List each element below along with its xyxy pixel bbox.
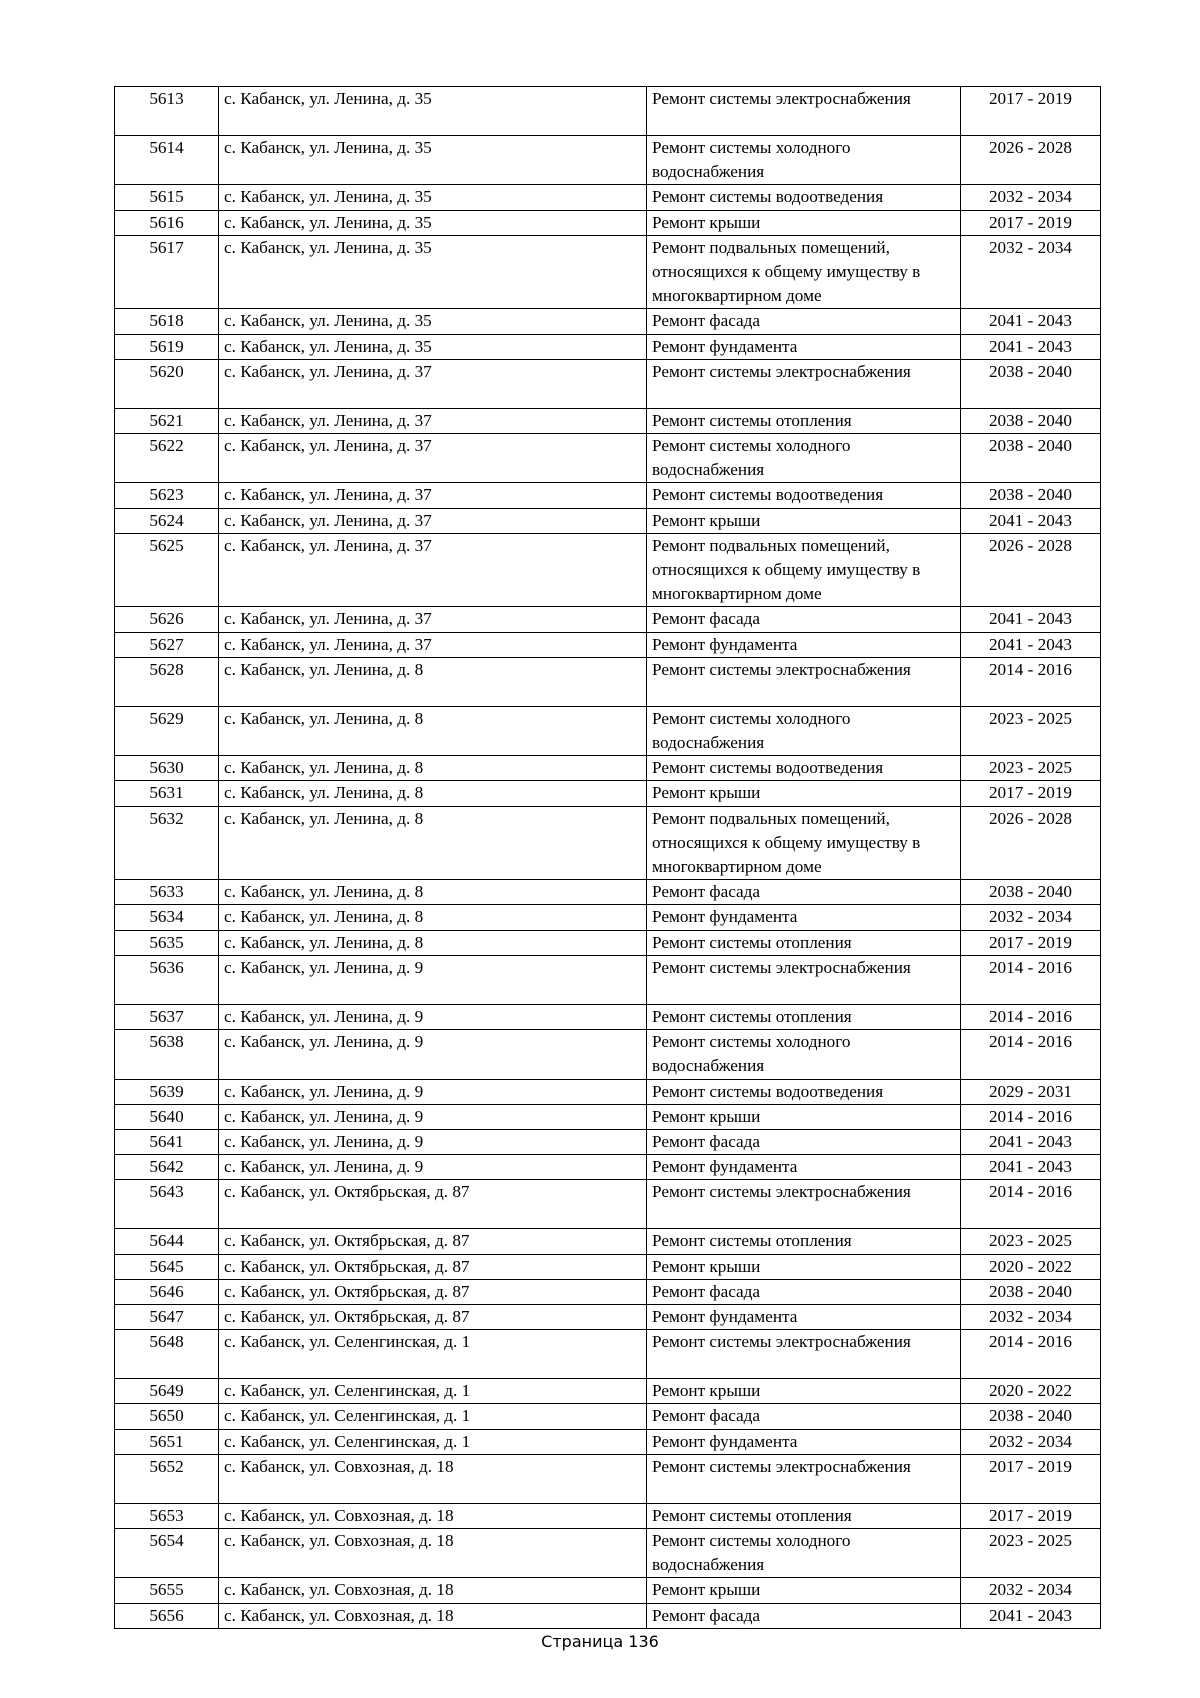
row-number-cell: 5647 [115,1304,219,1329]
work-type-cell: Ремонт крыши [647,1104,961,1129]
work-type-cell: Ремонт фасада [647,1129,961,1154]
years-cell: 2014 - 2016 [961,657,1101,706]
table-row [115,706,1101,755]
work-type-cell: Ремонт системы электроснабжения [647,955,961,1004]
table-row [115,1129,1101,1154]
table-row [115,955,1101,1004]
table-row [115,1528,1101,1577]
address-cell: с. Кабанск, ул. Ленина, д. 37 [219,434,647,483]
work-type-cell: Ремонт системы водоотведения [647,1079,961,1104]
years-cell: 2023 - 2025 [961,756,1101,781]
table-row [115,1254,1101,1279]
table-row [115,1229,1101,1254]
years-cell: 2032 - 2034 [961,1429,1101,1454]
row-number-cell: 5620 [115,359,219,408]
years-cell: 2041 - 2043 [961,334,1101,359]
years-cell: 2020 - 2022 [961,1254,1101,1279]
address-cell: с. Кабанск, ул. Совхозная, д. 18 [219,1578,647,1603]
row-number-cell: 5644 [115,1229,219,1254]
work-type-cell: Ремонт крыши [647,781,961,806]
work-type-cell: Ремонт крыши [647,1379,961,1404]
row-number-cell: 5638 [115,1030,219,1079]
address-cell: с. Кабанск, ул. Ленина, д. 8 [219,781,647,806]
row-number-cell: 5625 [115,533,219,607]
table-row [115,607,1101,632]
work-type-cell: Ремонт системы отопления [647,1503,961,1528]
work-type-cell: Ремонт подвальных помещений, относящихся к общему имуществу в многоквартирном доме [647,235,961,309]
years-cell: 2026 - 2028 [961,136,1101,185]
address-cell: с. Кабанск, ул. Совхозная, д. 18 [219,1603,647,1628]
row-number-cell: 5621 [115,408,219,433]
row-number-cell: 5628 [115,657,219,706]
table-row [115,87,1101,136]
address-cell: с. Кабанск, ул. Ленина, д. 37 [219,483,647,508]
table-row [115,1404,1101,1429]
address-cell: с. Кабанск, ул. Ленина, д. 37 [219,508,647,533]
table-row [115,756,1101,781]
table-row [115,483,1101,508]
years-cell: 2017 - 2019 [961,1503,1101,1528]
address-cell: с. Кабанск, ул. Ленина, д. 9 [219,1104,647,1129]
years-cell: 2032 - 2034 [961,185,1101,210]
years-cell: 2032 - 2034 [961,1304,1101,1329]
work-type-cell: Ремонт системы электроснабжения [647,657,961,706]
table-row [115,1279,1101,1304]
work-type-cell: Ремонт фундамента [647,334,961,359]
table-row [115,657,1101,706]
table-row [115,806,1101,880]
row-number-cell: 5629 [115,706,219,755]
work-type-cell: Ремонт фасада [647,880,961,905]
table-row [115,508,1101,533]
address-cell: с. Кабанск, ул. Ленина, д. 8 [219,806,647,880]
address-cell: с. Кабанск, ул. Ленина, д. 35 [219,87,647,136]
work-type-cell: Ремонт крыши [647,508,961,533]
years-cell: 2038 - 2040 [961,1279,1101,1304]
table-row [115,185,1101,210]
address-cell: с. Кабанск, ул. Ленина, д. 35 [219,210,647,235]
address-cell: с. Кабанск, ул. Селенгинская, д. 1 [219,1379,647,1404]
work-type-cell: Ремонт системы холодного водоснабжения [647,1528,961,1577]
table-row [115,1503,1101,1528]
table-row [115,1454,1101,1503]
years-cell: 2038 - 2040 [961,434,1101,483]
row-number-cell: 5623 [115,483,219,508]
years-cell: 2029 - 2031 [961,1079,1101,1104]
table-row [115,632,1101,657]
address-cell: с. Кабанск, ул. Селенгинская, д. 1 [219,1429,647,1454]
row-number-cell: 5649 [115,1379,219,1404]
years-cell: 2026 - 2028 [961,806,1101,880]
address-cell: с. Кабанск, ул. Ленина, д. 9 [219,955,647,1004]
row-number-cell: 5634 [115,905,219,930]
table-row [115,905,1101,930]
work-type-cell: Ремонт крыши [647,1254,961,1279]
table-row [115,210,1101,235]
table-row [115,359,1101,408]
work-type-cell: Ремонт крыши [647,1578,961,1603]
work-type-cell: Ремонт системы электроснабжения [647,87,961,136]
table-row [115,1578,1101,1603]
years-cell: 2014 - 2016 [961,1180,1101,1229]
address-cell: с. Кабанск, ул. Ленина, д. 37 [219,359,647,408]
work-type-cell: Ремонт системы электроснабжения [647,1330,961,1379]
years-cell: 2041 - 2043 [961,1155,1101,1180]
address-cell: с. Кабанск, ул. Совхозная, д. 18 [219,1454,647,1503]
row-number-cell: 5642 [115,1155,219,1180]
work-type-cell: Ремонт фундамента [647,1304,961,1329]
work-type-cell: Ремонт фасада [647,1603,961,1628]
years-cell: 2017 - 2019 [961,87,1101,136]
work-type-cell: Ремонт системы отопления [647,1004,961,1029]
row-number-cell: 5619 [115,334,219,359]
years-cell: 2041 - 2043 [961,1603,1101,1628]
row-number-cell: 5615 [115,185,219,210]
row-number-cell: 5633 [115,880,219,905]
work-type-cell: Ремонт системы холодного водоснабжения [647,1030,961,1079]
table-row [115,334,1101,359]
years-cell: 2014 - 2016 [961,1104,1101,1129]
table-row [115,1429,1101,1454]
work-type-cell: Ремонт системы водоотведения [647,483,961,508]
work-type-cell: Ремонт системы отопления [647,408,961,433]
row-number-cell: 5655 [115,1578,219,1603]
row-number-cell: 5646 [115,1279,219,1304]
address-cell: с. Кабанск, ул. Ленина, д. 8 [219,905,647,930]
work-type-cell: Ремонт системы электроснабжения [647,1180,961,1229]
work-type-cell: Ремонт фасада [647,309,961,334]
row-number-cell: 5618 [115,309,219,334]
years-cell: 2041 - 2043 [961,1129,1101,1154]
row-number-cell: 5643 [115,1180,219,1229]
row-number-cell: 5652 [115,1454,219,1503]
table-row [115,1603,1101,1628]
work-type-cell: Ремонт фасада [647,1404,961,1429]
row-number-cell: 5637 [115,1004,219,1029]
table-row [115,1304,1101,1329]
address-cell: с. Кабанск, ул. Ленина, д. 9 [219,1004,647,1029]
work-type-cell: Ремонт подвальных помещений, относящихся к общему имуществу в многоквартирном доме [647,533,961,607]
work-type-cell: Ремонт фундамента [647,1155,961,1180]
row-number-cell: 5636 [115,955,219,1004]
work-type-cell: Ремонт фундамента [647,905,961,930]
work-type-cell: Ремонт фасада [647,607,961,632]
years-cell: 2020 - 2022 [961,1379,1101,1404]
table-row [115,880,1101,905]
row-number-cell: 5640 [115,1104,219,1129]
table-row [115,1155,1101,1180]
row-number-cell: 5632 [115,806,219,880]
repair-schedule-table [114,86,1101,1629]
address-cell: с. Кабанск, ул. Ленина, д. 9 [219,1079,647,1104]
years-cell: 2026 - 2028 [961,533,1101,607]
table-row [115,235,1101,309]
work-type-cell: Ремонт системы водоотведения [647,185,961,210]
years-cell: 2038 - 2040 [961,408,1101,433]
address-cell: с. Кабанск, ул. Ленина, д. 35 [219,136,647,185]
table-row [115,1330,1101,1379]
years-cell: 2041 - 2043 [961,632,1101,657]
address-cell: с. Кабанск, ул. Ленина, д. 35 [219,185,647,210]
table-row [115,1030,1101,1079]
work-type-cell: Ремонт фасада [647,1279,961,1304]
address-cell: с. Кабанск, ул. Селенгинская, д. 1 [219,1330,647,1379]
row-number-cell: 5617 [115,235,219,309]
years-cell: 2038 - 2040 [961,359,1101,408]
address-cell: с. Кабанск, ул. Ленина, д. 9 [219,1030,647,1079]
row-number-cell: 5639 [115,1079,219,1104]
row-number-cell: 5654 [115,1528,219,1577]
years-cell: 2023 - 2025 [961,1528,1101,1577]
address-cell: с. Кабанск, ул. Октябрьская, д. 87 [219,1304,647,1329]
address-cell: с. Кабанск, ул. Ленина, д. 35 [219,334,647,359]
address-cell: с. Кабанск, ул. Ленина, д. 8 [219,930,647,955]
address-cell: с. Кабанск, ул. Октябрьская, д. 87 [219,1279,647,1304]
work-type-cell: Ремонт системы электроснабжения [647,1454,961,1503]
address-cell: с. Кабанск, ул. Октябрьская, д. 87 [219,1180,647,1229]
table-row [115,533,1101,607]
years-cell: 2017 - 2019 [961,1454,1101,1503]
years-cell: 2023 - 2025 [961,1229,1101,1254]
row-number-cell: 5641 [115,1129,219,1154]
work-type-cell: Ремонт системы отопления [647,930,961,955]
row-number-cell: 5648 [115,1330,219,1379]
table-row [115,136,1101,185]
work-type-cell: Ремонт фундамента [647,632,961,657]
row-number-cell: 5626 [115,607,219,632]
row-number-cell: 5635 [115,930,219,955]
years-cell: 2023 - 2025 [961,706,1101,755]
address-cell: с. Кабанск, ул. Совхозная, д. 18 [219,1528,647,1577]
work-type-cell: Ремонт системы холодного водоснабжения [647,706,961,755]
years-cell: 2014 - 2016 [961,1330,1101,1379]
repair-schedule-table-wrapper [114,86,1100,1629]
years-cell: 2041 - 2043 [961,607,1101,632]
row-number-cell: 5624 [115,508,219,533]
table-row [115,1104,1101,1129]
address-cell: с. Кабанск, ул. Ленина, д. 35 [219,309,647,334]
work-type-cell: Ремонт системы холодного водоснабжения [647,434,961,483]
row-number-cell: 5622 [115,434,219,483]
address-cell: с. Кабанск, ул. Октябрьская, д. 87 [219,1229,647,1254]
table-row [115,930,1101,955]
address-cell: с. Кабанск, ул. Ленина, д. 8 [219,657,647,706]
row-number-cell: 5645 [115,1254,219,1279]
address-cell: с. Кабанск, ул. Ленина, д. 9 [219,1155,647,1180]
address-cell: с. Кабанск, ул. Ленина, д. 8 [219,706,647,755]
row-number-cell: 5631 [115,781,219,806]
work-type-cell: Ремонт системы отопления [647,1229,961,1254]
row-number-cell: 5630 [115,756,219,781]
table-body [115,87,1101,1629]
years-cell: 2017 - 2019 [961,930,1101,955]
years-cell: 2014 - 2016 [961,955,1101,1004]
table-row [115,1004,1101,1029]
years-cell: 2038 - 2040 [961,483,1101,508]
row-number-cell: 5653 [115,1503,219,1528]
row-number-cell: 5656 [115,1603,219,1628]
address-cell: с. Кабанск, ул. Ленина, д. 9 [219,1129,647,1154]
years-cell: 2032 - 2034 [961,905,1101,930]
years-cell: 2038 - 2040 [961,1404,1101,1429]
address-cell: с. Кабанск, ул. Ленина, д. 8 [219,756,647,781]
years-cell: 2038 - 2040 [961,880,1101,905]
table-row [115,309,1101,334]
years-cell: 2032 - 2034 [961,1578,1101,1603]
table-row [115,781,1101,806]
work-type-cell: Ремонт крыши [647,210,961,235]
work-type-cell: Ремонт подвальных помещений, относящихся к общему имуществу в многоквартирном доме [647,806,961,880]
address-cell: с. Кабанск, ул. Селенгинская, д. 1 [219,1404,647,1429]
table-row [115,434,1101,483]
years-cell: 2014 - 2016 [961,1004,1101,1029]
address-cell: с. Кабанск, ул. Октябрьская, д. 87 [219,1254,647,1279]
work-type-cell: Ремонт системы холодного водоснабжения [647,136,961,185]
address-cell: с. Кабанск, ул. Ленина, д. 37 [219,632,647,657]
years-cell: 2041 - 2043 [961,309,1101,334]
years-cell: 2017 - 2019 [961,210,1101,235]
row-number-cell: 5651 [115,1429,219,1454]
address-cell: с. Кабанск, ул. Ленина, д. 37 [219,408,647,433]
row-number-cell: 5613 [115,87,219,136]
years-cell: 2014 - 2016 [961,1030,1101,1079]
work-type-cell: Ремонт фундамента [647,1429,961,1454]
page-number: Страница 136 [541,1632,659,1651]
address-cell: с. Кабанск, ул. Совхозная, д. 18 [219,1503,647,1528]
work-type-cell: Ремонт системы электроснабжения [647,359,961,408]
table-row [115,1180,1101,1229]
address-cell: с. Кабанск, ул. Ленина, д. 37 [219,533,647,607]
work-type-cell: Ремонт системы водоотведения [647,756,961,781]
years-cell: 2017 - 2019 [961,781,1101,806]
row-number-cell: 5616 [115,210,219,235]
address-cell: с. Кабанск, ул. Ленина, д. 37 [219,607,647,632]
table-row [115,408,1101,433]
row-number-cell: 5627 [115,632,219,657]
row-number-cell: 5614 [115,136,219,185]
address-cell: с. Кабанск, ул. Ленина, д. 35 [219,235,647,309]
row-number-cell: 5650 [115,1404,219,1429]
table-row [115,1379,1101,1404]
years-cell: 2032 - 2034 [961,235,1101,309]
address-cell: с. Кабанск, ул. Ленина, д. 8 [219,880,647,905]
years-cell: 2041 - 2043 [961,508,1101,533]
table-row [115,1079,1101,1104]
